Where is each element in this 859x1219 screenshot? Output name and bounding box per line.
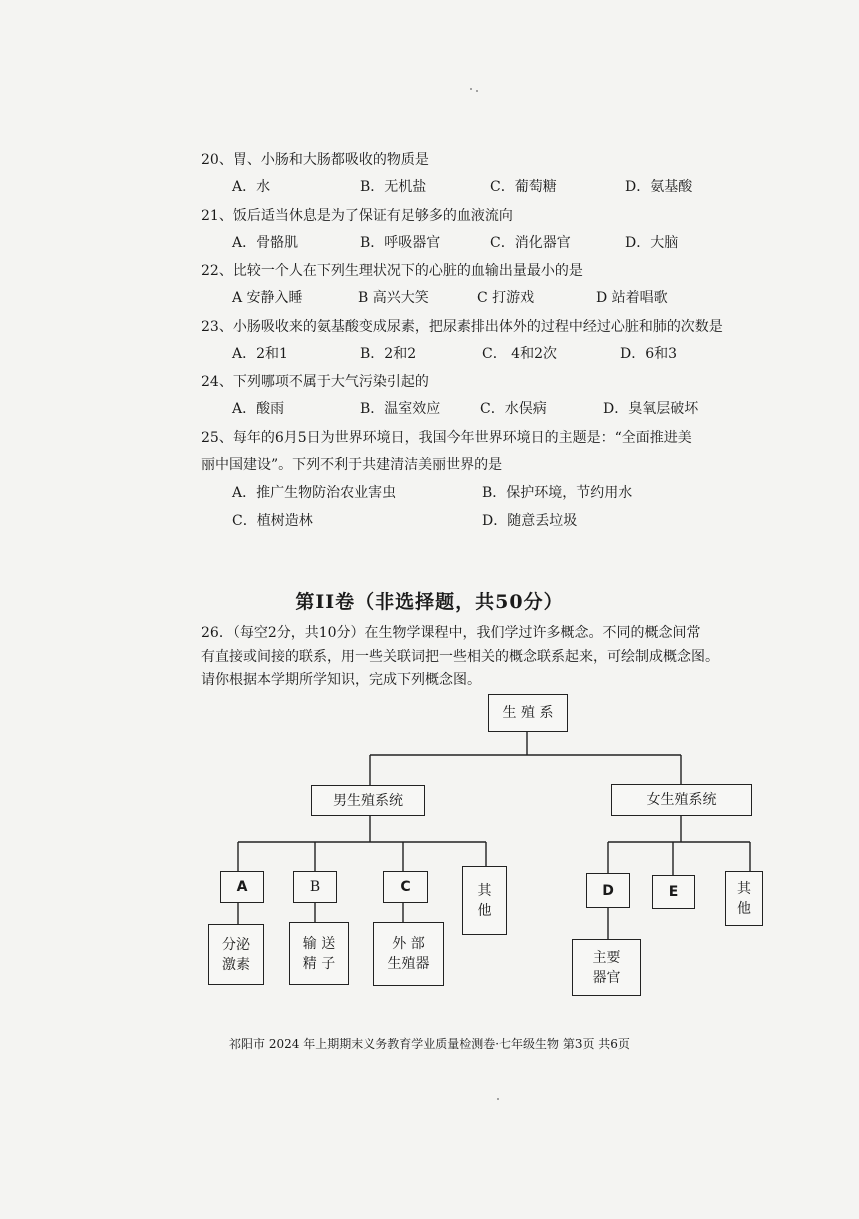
male-other-label-2: 他 [477,902,492,919]
question-26-line2: 有直接或间接的联系，用一些关联词把一些相关的概念联系起来，可绘制成概念图。 [201,649,719,665]
question-23-option-b[interactable]: B．2和2 [360,346,417,362]
question-23-option-a[interactable]: A．2和1 [232,346,288,362]
question-20-option-b[interactable]: B．无机盐 [360,179,427,195]
question-21-option-d[interactable]: D．大脑 [625,235,679,251]
question-25-option-b[interactable]: B．保护环境，节约用水 [482,485,633,501]
question-20-option-a[interactable]: A．水 [232,179,271,195]
d-function-label-1: 主要 [592,949,621,966]
page-footer: 祁阳市 2024 年上期期末义务教育学业质量检测卷·七年级生物 第3页 共6页 [229,1037,630,1051]
question-20-option-d[interactable]: D．氨基酸 [625,179,693,195]
blank-a-label: A [236,879,248,895]
scan-speck [497,1098,499,1100]
question-22-stem: 22、比较一个人在下列生理状况下的心脏的血输出量最小的是 [201,263,583,279]
male-node [311,785,425,816]
question-25-stem-line1: 25、每年的6月5日为世界环境日，我国今年世界环境日的主题是：“全面推进美 [201,430,692,446]
question-22-option-c[interactable]: C 打游戏 [477,290,535,306]
female-other-label-1: 其 [737,880,751,897]
question-25-option-a[interactable]: A．推广生物防治农业害虫 [232,485,397,501]
question-20-stem: 20、胃、小肠和大肠都吸收的物质是 [201,152,429,168]
female-other-label-2: 他 [737,900,751,917]
root-node [488,694,568,732]
question-25-stem-line2: 丽中国建设”。下列不利于共建清洁美丽世界的是 [201,457,503,473]
female-node [611,784,752,816]
male-other-label-1: 其 [477,882,492,899]
question-23-option-d[interactable]: D．6和3 [620,346,678,362]
question-25-option-d[interactable]: D．随意丢垃圾 [482,513,578,529]
blank-b-label: B [309,879,321,895]
a-function-label-1: 分泌 [222,936,250,953]
male-other-node [462,866,507,935]
b-function-label-2: 精 子 [302,955,336,972]
question-22-option-a[interactable]: A 安静入睡 [232,290,303,306]
question-26-line3: 请你根据本学期所学知识，完成下列概念图。 [201,672,481,688]
female-other-node [725,871,763,926]
question-22-option-d[interactable]: D 站着唱歌 [596,290,668,306]
question-20-option-c[interactable]: C．葡萄糖 [490,179,557,195]
blank-a-node[interactable] [220,871,264,903]
female-label: 女生殖系统 [646,792,717,808]
c-function-node [373,922,444,986]
scan-speck [476,90,478,92]
question-25-option-c[interactable]: C．植树造林 [232,513,313,529]
c-function-label-2: 生殖器 [387,956,430,972]
blank-e-node[interactable] [652,875,695,909]
blank-d-node[interactable] [586,873,630,908]
blank-c-label: C [400,879,411,895]
section-title: 第II卷（非选择题，共50分） [295,591,564,613]
question-24-option-c[interactable]: C．水俣病 [480,401,547,417]
question-21-option-a[interactable]: A．骨骼肌 [232,235,299,251]
blank-e-label: E [668,884,679,900]
blank-d-label: D [602,882,614,899]
blank-c-node[interactable] [383,871,428,903]
root-label: 生 殖 系 [502,705,554,721]
a-function-label-2: 激素 [222,956,250,973]
male-label: 男生殖系统 [333,792,403,809]
a-function-node [208,924,264,985]
question-24-stem: 24、下列哪项不属于大气污染引起的 [201,374,429,390]
question-23-stem: 23、小肠吸收来的氨基酸变成尿素，把尿素排出体外的过程中经过心脏和肺的次数是 [201,319,723,335]
scan-speck [470,88,472,90]
question-21-option-c[interactable]: C．消化器官 [490,235,571,251]
question-24-option-b[interactable]: B．温室效应 [360,401,441,417]
b-function-label-1: 输 送 [302,935,336,952]
question-21-option-b[interactable]: B．呼吸器官 [360,235,441,251]
question-22-option-b[interactable]: B 高兴大笑 [358,290,429,306]
question-21-stem: 21、饭后适当休息是为了保证有足够多的血液流向 [201,208,513,224]
b-function-node [289,922,349,985]
question-24-option-d[interactable]: D．臭氧层破坏 [603,401,699,417]
blank-b-node[interactable] [293,871,337,903]
question-24-option-a[interactable]: A．酸雨 [232,401,285,417]
c-function-label-1: 外 部 [392,936,425,952]
question-23-option-c[interactable]: C． 4和2次 [482,346,557,362]
d-function-node [572,939,641,996]
d-function-label-2: 器官 [592,969,621,986]
question-26-line1: 26．（每空2分，共10分）在生物学课程中，我们学过许多概念。不同的概念间常 [201,625,701,641]
